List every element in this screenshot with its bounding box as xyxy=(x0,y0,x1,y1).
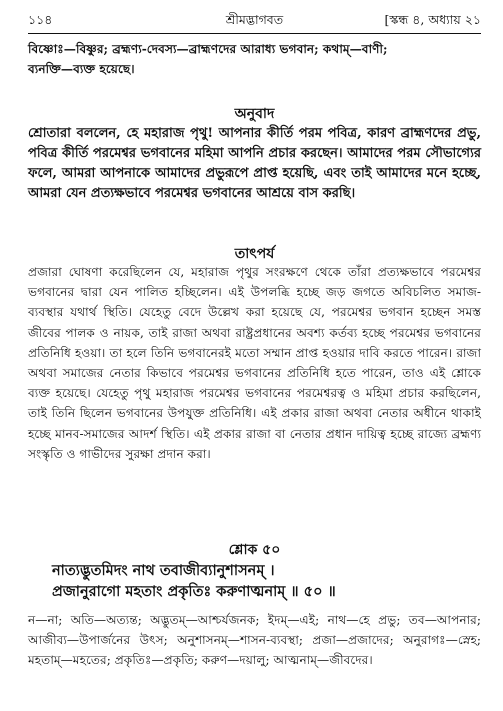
purport-heading: তাৎপর্য xyxy=(234,246,275,262)
purport-text: প্রজারা ঘোষণা করেছিলেন যে, মহারাজ পৃথুর সংরক্ষণে থেকে তাঁরা প্রত্যক্ষভাবে পরমেশ্বর ভগবানের দ্বারা যেন পালিত হচ্ছিলেন। এই উপলব্ধি হচ্ছে জড় জগতে অবিচলিত সমাজ-ব্যবস্থার যথার্থ স্থিতি। যেহেতু বেদে উল্লেখ করা হয়েছে যে, পরমেশ্বর ভগবান হচ্ছেন সমস্ত জীবের পালক ও নায়ক, তাই রাজা অথবা রাষ্ট্রপ্রধানের অবশ্য কর্তব্য হচ্ছে পরমেশ্বর ভগবানের প্রতিনিধি হওয়া। তা হলে তিনি ভগবানেরই মতো সম্মান প্রাপ্ত হওয়ার দাবি করতে পারেন। রাজা অথবা সমাজের নেতার কিভাবে পরমেশ্বর ভগবানের প্রতিনিধি হতে পারেন, তাও এই শ্লোকে ব্যক্ত হয়েছে। যেহেতু পৃথু মহারাজ পরমেশ্বর ভগবানের পরমেশ্বরত্ব ও মহিমা প্রচার করছিলেন, তাই তিনি ছিলেন ভগবানের উপযুক্ত প্রতিনিধি। এই প্রকার রাজা অথবা নেতার অধীনে থাকাই হচ্ছে মানব-সমাজের আদর্শ স্থিতি। এই প্রকার রাজা বা নেতার প্রধান দায়িত্ব হচ্ছে রাজ্যে ব্রহ্মণ্য সংস্কৃতি ও গাভীদের সুরক্ষা প্রদান করা। xyxy=(28,265,481,461)
verse-synonyms: ন—না; অতি—অত্যন্ত; অদ্ভুতম্—আশ্চর্যজনক; ইদম্—এই; নাথ—হে প্রভু; তব—আপনার; আজীব্য—উপার্জনের উৎস; অনুশাসনম্—শাসন-ব্যবস্থা; প্রজা—প্রজাদের; অনুরাগঃ—স্নেহ; মহতাম্—মহতের; প্রকৃতিঃ—প্রকৃতি; করুণ—দয়ালু; আত্মনাম্—জীবদের। xyxy=(28,613,481,667)
chapter-reference: [স্কন্ধ ৪, অধ্যায় ২১ xyxy=(384,12,481,27)
translation-text: শ্রোতারা বললেন, হে মহারাজ পৃথু! আপনার কীর্তি পরম পবিত্র, কারণ ব্রাহ্মণদের প্রভু, পবিত্র কীর্তি পরমেশ্বর ভগবানের মহিমা আপনি প্রচার করছেন। আমাদের পরম সৌভাগ্যের ফলে, আমরা আপনাকে আমাদের প্রভুরূপে প্রাপ্ত হয়েছি, এবং তাই আমাদের মনে হচ্ছে, আমরা যেন প্রত্যক্ষভাবে পরমেশ্বর ভগবানের আশ্রয়ে বাস করছি। xyxy=(28,126,481,201)
top-synonyms-line-1: বিষ্ণোঃ—বিষ্ণুর; ব্রহ্মণ্য-দেবস্য—ব্রাহ্মণদের আরাধ্য ভগবান; কথাম্—বাণী; xyxy=(28,42,388,56)
page-header xyxy=(28,12,481,32)
verse-line-1: নাত্যদ্ভুতমিদং নাথ তবাজীব্যানুশাসনম্ । xyxy=(52,562,275,579)
page-number: ১১৪ xyxy=(28,12,53,27)
verse-line-2: প্রজানুরাগো মহতাং প্রকৃতিঃ করুণাত্মনাম্ ॥ ৫০ ॥ xyxy=(52,583,336,600)
verse-text xyxy=(28,560,481,602)
verse-label: শ্লোক ৫০ xyxy=(228,542,281,558)
header-rule xyxy=(28,33,481,34)
top-synonyms xyxy=(28,40,481,79)
top-synonyms-line-2: ব্যনক্তি—ব্যক্ত হয়েছে। xyxy=(28,61,135,76)
book-title: শ্রীমদ্ভাগবত xyxy=(225,12,284,27)
translation-heading: অনুবাদ xyxy=(234,106,275,122)
